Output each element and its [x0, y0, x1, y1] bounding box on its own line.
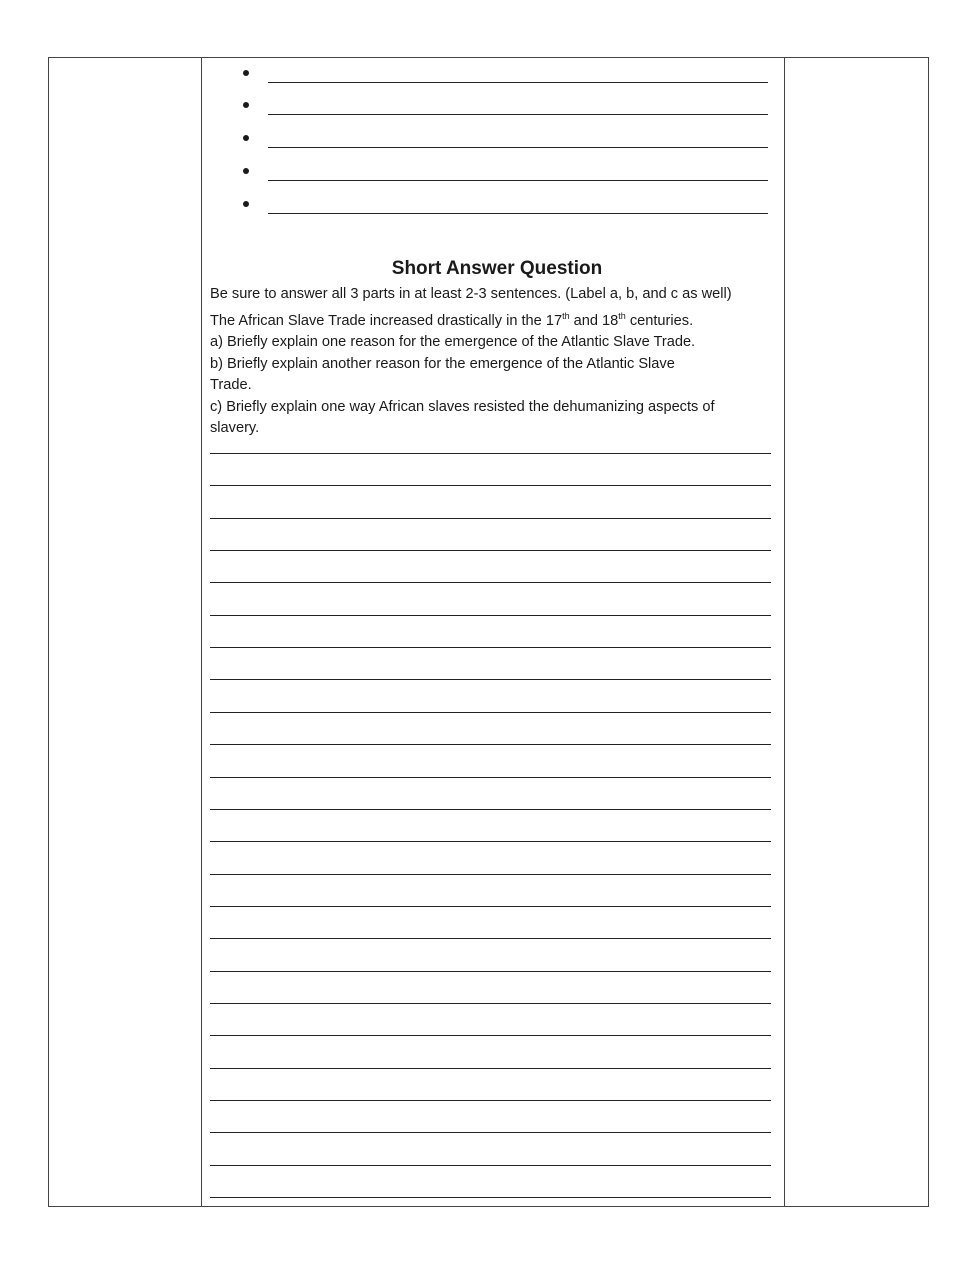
answer-line[interactable] — [210, 938, 771, 939]
question-title: Short Answer Question — [391, 258, 603, 279]
short-answer-question — [210, 258, 780, 440]
worksheet-table — [48, 57, 929, 1207]
bullet-blank-item[interactable] — [240, 96, 770, 116]
answer-line[interactable] — [210, 1035, 771, 1036]
bullet-blank-item[interactable] — [240, 162, 770, 182]
answer-line[interactable] — [210, 1100, 771, 1101]
blank-answer-line — [268, 114, 768, 115]
answer-line[interactable] — [210, 841, 771, 842]
answer-line[interactable] — [210, 777, 771, 778]
answer-line[interactable] — [210, 1197, 771, 1198]
column-divider-left — [201, 58, 202, 1206]
answer-line[interactable] — [210, 712, 771, 713]
bullet-blank-item[interactable] — [240, 129, 770, 149]
bullet-icon — [243, 168, 249, 174]
bullet-icon — [243, 201, 249, 207]
question-instruction: Be sure to answer all 3 parts in at least 2-3 sentences. (Label a, b, and c as well) — [210, 286, 732, 302]
question-part-a: a) Briefly explain one reason for the emergence of the Atlantic Slave Trade. — [210, 334, 696, 351]
column-divider-right — [784, 58, 785, 1206]
bullet-blank-item[interactable] — [240, 195, 770, 215]
blank-answer-line — [268, 147, 768, 148]
question-part-b: b) Briefly explain another reason for the emergence of the Atlantic Slave — [210, 355, 675, 372]
answer-line[interactable] — [210, 809, 771, 810]
answer-line[interactable] — [210, 1132, 771, 1133]
answer-line[interactable] — [210, 518, 771, 519]
bullet-icon — [243, 70, 249, 76]
answer-line[interactable] — [210, 485, 771, 486]
answer-line[interactable] — [210, 971, 771, 972]
answer-line[interactable] — [210, 647, 771, 648]
answer-line[interactable] — [210, 1068, 771, 1069]
answer-line[interactable] — [210, 874, 771, 875]
answer-line[interactable] — [210, 582, 771, 583]
question-intro: The African Slave Trade increased drastically in the 17th and 18th centuries. — [210, 310, 694, 329]
answer-line[interactable] — [210, 453, 771, 454]
question-part-c: c) Briefly explain one way African slaves resisted the dehumanizing aspects of — [210, 398, 715, 415]
bullet-blank-item[interactable] — [240, 64, 770, 84]
blank-answer-line — [268, 180, 768, 181]
bullet-icon — [243, 135, 249, 141]
answer-line[interactable] — [210, 744, 771, 745]
answer-line[interactable] — [210, 615, 771, 616]
answer-line[interactable] — [210, 550, 771, 551]
blank-answer-line — [268, 213, 768, 214]
bullet-icon — [243, 102, 249, 108]
answer-line[interactable] — [210, 906, 771, 907]
answer-line[interactable] — [210, 1165, 771, 1166]
answer-line[interactable] — [210, 679, 771, 680]
question-part-b-cont: Trade. — [210, 377, 252, 394]
blank-answer-line — [268, 82, 768, 83]
question-part-c-cont: slavery. — [210, 420, 260, 437]
answer-line[interactable] — [210, 1003, 771, 1004]
